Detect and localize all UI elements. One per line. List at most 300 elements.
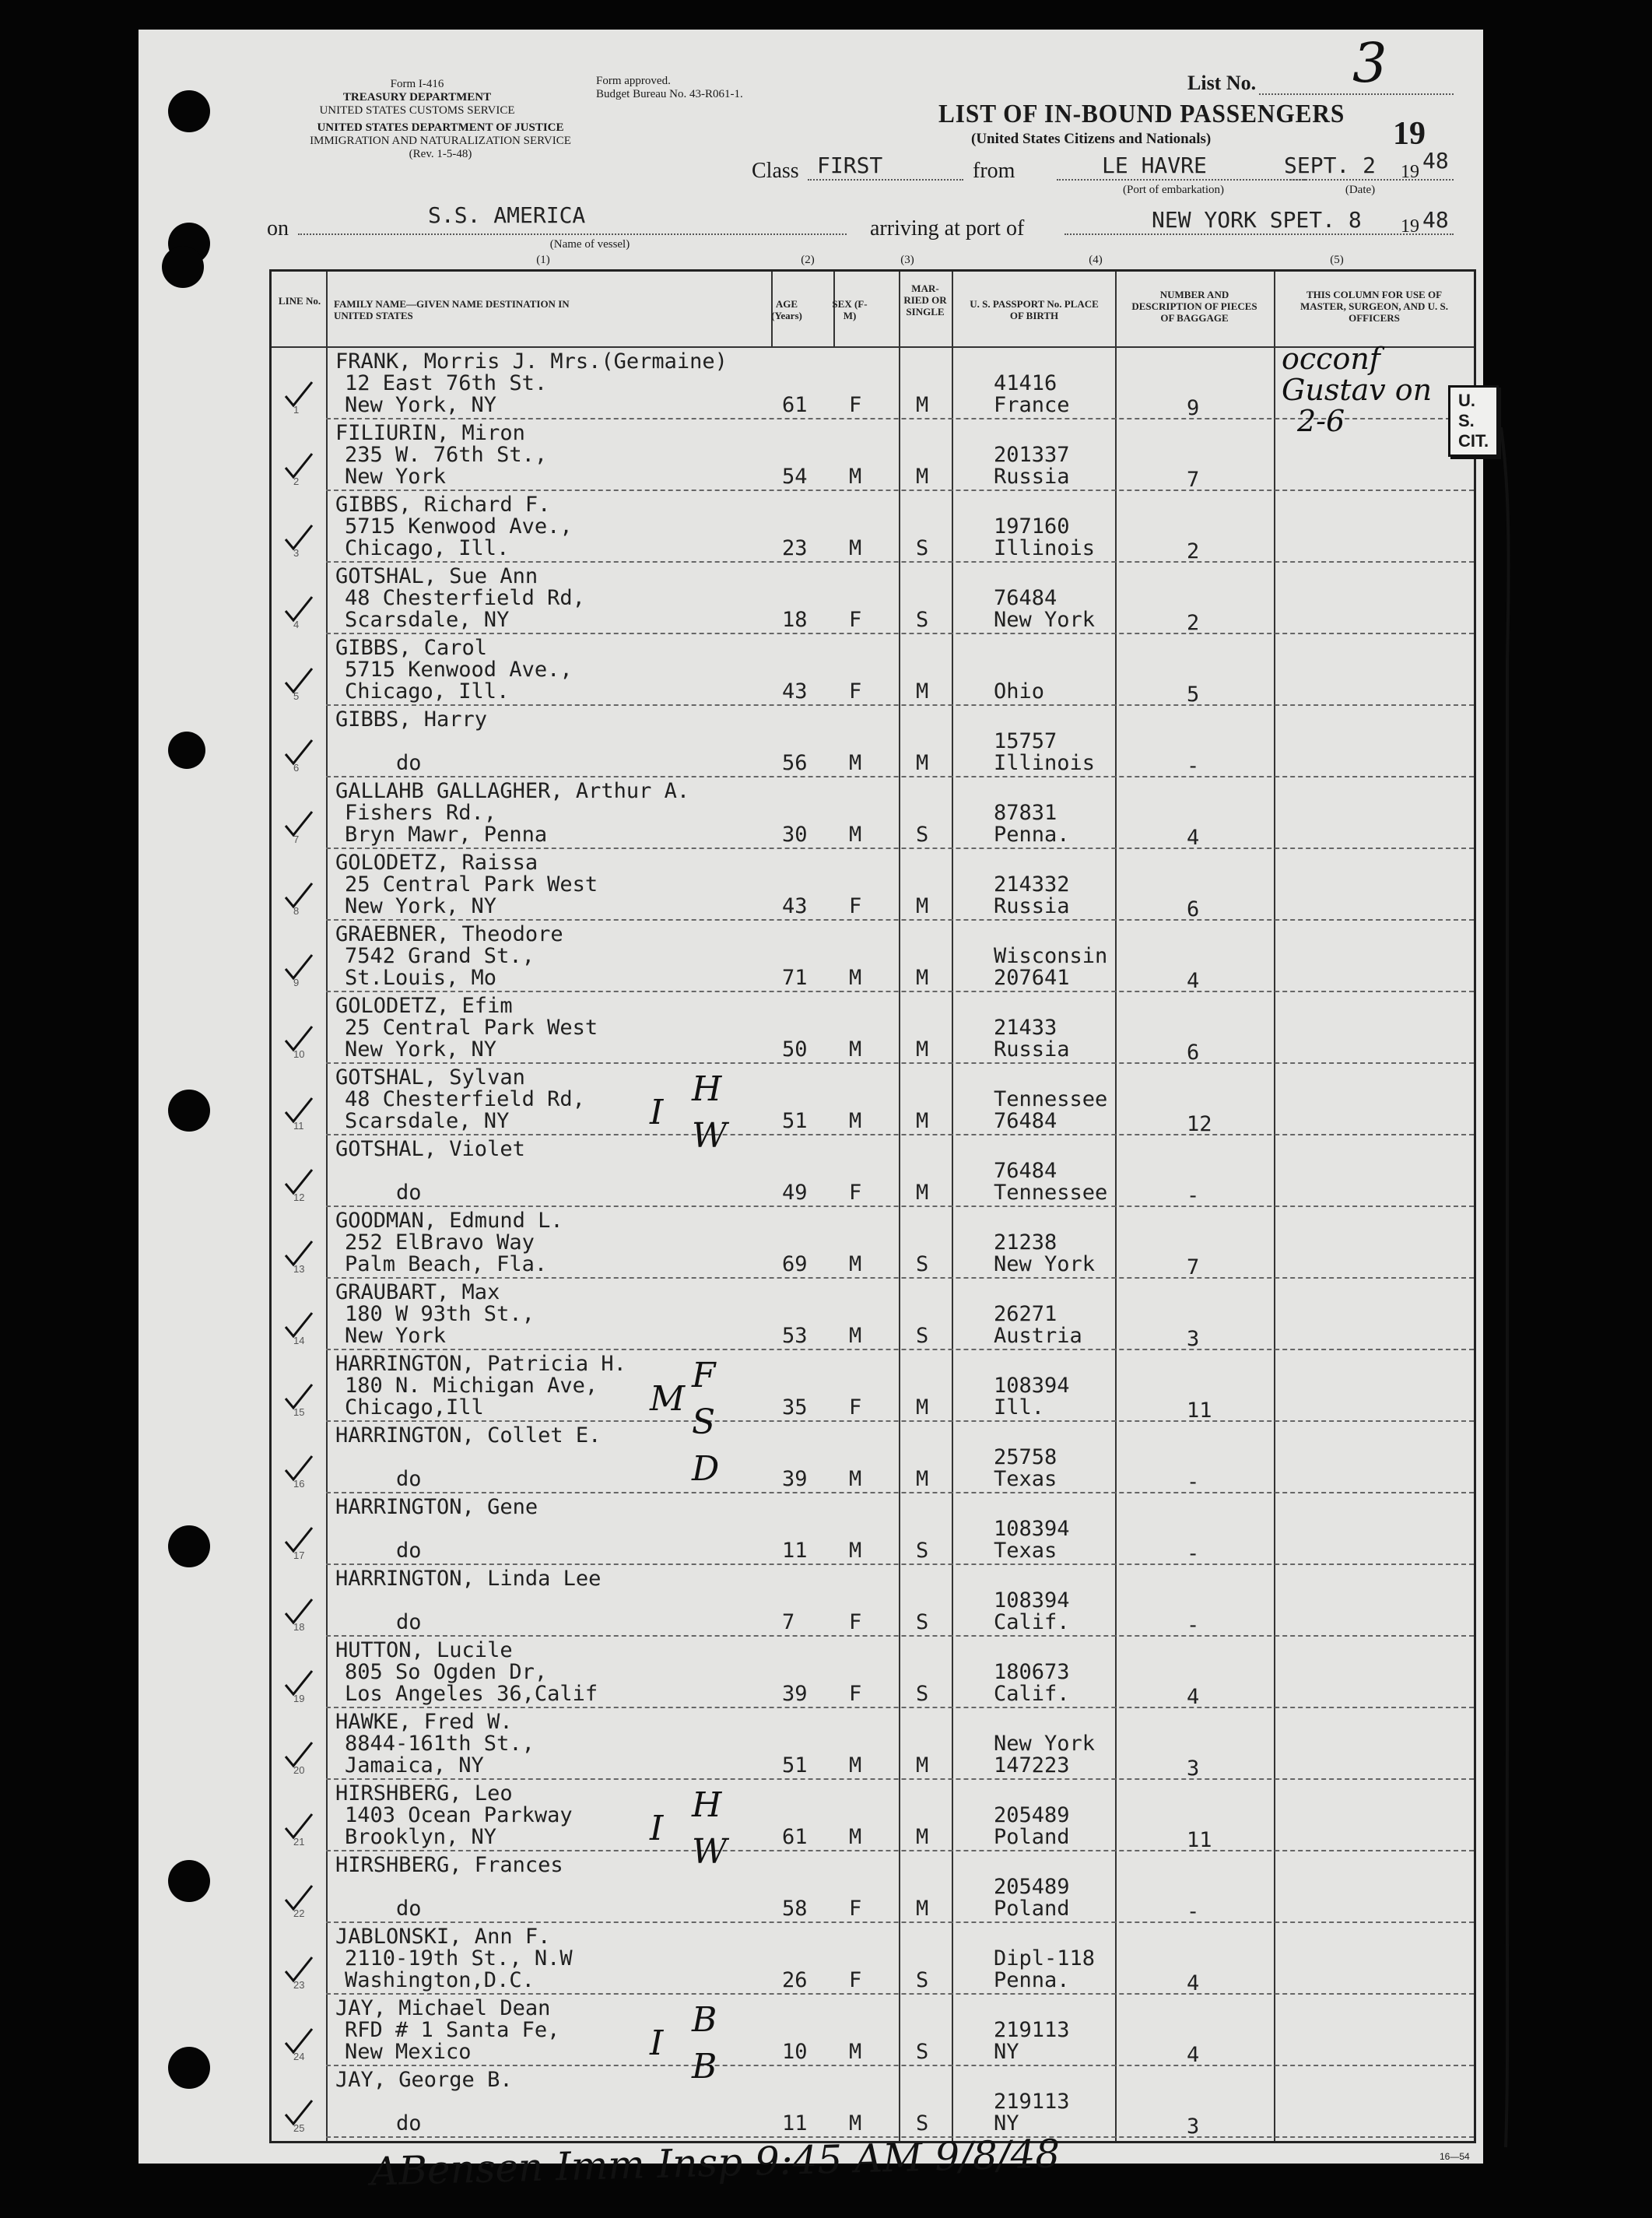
baggage-count: 6 xyxy=(1187,897,1200,921)
destination: Los Angeles 36,Calif xyxy=(345,1682,598,1706)
passenger-name: HUTTON, Lucile xyxy=(335,1638,513,1662)
page-subtitle: (United States Citizens and Nationals) xyxy=(971,131,1212,147)
margin-mark-letter: W xyxy=(692,1116,728,1156)
address-line: 48 Chesterfield Rd, xyxy=(345,1087,585,1111)
place-of-birth: Russia xyxy=(994,894,1070,918)
sex: F xyxy=(849,1181,862,1205)
baggage-count: 4 xyxy=(1187,2043,1200,2067)
margin-mark-letter: F xyxy=(692,1356,716,1395)
line-number: 18 xyxy=(293,1621,305,1633)
place-of-birth: Ill. xyxy=(994,1395,1045,1420)
col-num-1: (1) xyxy=(536,254,550,266)
sex: F xyxy=(849,393,862,417)
destination: Bryn Mawr, Penna xyxy=(345,823,548,847)
binder-hole xyxy=(168,732,205,769)
marital-status: S xyxy=(916,1682,929,1706)
sex: M xyxy=(849,751,862,775)
passenger-name: HARRINGTON, Patricia H. xyxy=(335,1352,626,1376)
address-line: 12 East 76th St. xyxy=(345,371,548,395)
table-row xyxy=(272,1279,1474,1350)
arrival-year-suffix: 48 xyxy=(1422,207,1449,233)
passenger-name: GRAUBART, Max xyxy=(335,1280,500,1304)
passport-no: Wisconsin xyxy=(994,944,1108,968)
sex: F xyxy=(849,679,862,704)
marital-status: M xyxy=(916,1825,929,1849)
date-line xyxy=(1290,179,1454,181)
table-row xyxy=(272,1780,1474,1851)
margin-mark-letter: I xyxy=(650,1093,664,1132)
marital-status: M xyxy=(916,1897,929,1921)
us-cit-stamp-text: U. S. CIT. xyxy=(1458,391,1489,451)
destination: do xyxy=(396,1181,422,1205)
address-line: RFD # 1 Santa Fe, xyxy=(345,2018,560,2042)
marital-status: S xyxy=(916,1610,929,1634)
class-value: FIRST xyxy=(817,153,883,178)
line-number: 13 xyxy=(293,1263,305,1275)
line-number: 21 xyxy=(293,1836,305,1848)
date-year-suffix: 48 xyxy=(1422,148,1449,174)
passenger-name: GOTSHAL, Sylvan xyxy=(335,1065,525,1090)
age: 61 xyxy=(782,393,808,417)
passenger-name: HIRSHBERG, Leo xyxy=(335,1781,513,1806)
age: 7 xyxy=(782,1610,795,1634)
hdr-baggage: NUMBER AND DESCRIPTION OF PIECES OF BAGGAGE xyxy=(1131,289,1257,324)
baggage-count: 4 xyxy=(1187,969,1200,993)
passenger-name: HARRINGTON, Linda Lee xyxy=(335,1567,602,1591)
passport-no: 25758 xyxy=(994,1445,1057,1469)
page-title: LIST OF IN-BOUND PASSENGERS xyxy=(938,100,1345,128)
baggage-count: 6 xyxy=(1187,1041,1200,1065)
table-row xyxy=(272,1350,1474,1422)
sex: M xyxy=(849,823,862,847)
passenger-name: GOTSHAL, Violet xyxy=(335,1137,525,1161)
margin-mark-letter: S xyxy=(692,1402,716,1442)
vessel-caption: (Name of vessel) xyxy=(549,238,630,251)
age: 43 xyxy=(782,679,808,704)
sex: M xyxy=(849,536,862,560)
destination: Palm Beach, Fla. xyxy=(345,1252,548,1276)
baggage-count: 4 xyxy=(1187,826,1200,850)
binder-hole xyxy=(168,1525,210,1567)
from-label: from xyxy=(973,159,1015,183)
place-of-birth: Austria xyxy=(994,1324,1082,1348)
baggage-count: 9 xyxy=(1187,396,1200,420)
passport-no: 108394 xyxy=(994,1374,1070,1398)
destination: Brooklyn, NY xyxy=(345,1825,497,1849)
table-row xyxy=(272,634,1474,706)
passport-no: 15757 xyxy=(994,729,1057,753)
place-of-birth: Calif. xyxy=(994,1610,1070,1634)
class-line xyxy=(808,179,963,181)
place-of-birth: Calif. xyxy=(994,1682,1070,1706)
passport-no: 197160 xyxy=(994,514,1070,539)
address-line: 5715 Kenwood Ave., xyxy=(345,514,573,539)
place-of-birth: 147223 xyxy=(994,1753,1070,1778)
age: 30 xyxy=(782,823,808,847)
col-num-5: (5) xyxy=(1330,254,1344,266)
line-number: 22 xyxy=(293,1907,305,1919)
line-number: 9 xyxy=(293,977,300,988)
marital-status: M xyxy=(916,1109,929,1133)
year-stamp: 19 xyxy=(1393,116,1426,152)
destination: Scarsdale, NY xyxy=(345,608,510,632)
passport-no: 201337 xyxy=(994,443,1070,467)
age: 54 xyxy=(782,465,808,489)
destination: St.Louis, Mo xyxy=(345,966,497,990)
address-line: 180 W 93th St., xyxy=(345,1302,535,1326)
place-of-birth: Penna. xyxy=(994,823,1070,847)
line-number: 12 xyxy=(293,1191,305,1203)
baggage-count: 2 xyxy=(1187,539,1200,563)
table-row xyxy=(272,849,1474,921)
baggage-count: 4 xyxy=(1187,1685,1200,1709)
address-line: 8844-161th St., xyxy=(345,1732,535,1756)
passport-no: 219113 xyxy=(994,2090,1070,2114)
marital-status: S xyxy=(916,2040,929,2064)
passenger-name: HIRSHBERG, Frances xyxy=(335,1853,563,1877)
destination: Scarsdale, NY xyxy=(345,1109,510,1133)
destination: do xyxy=(396,1539,422,1563)
line-number: 25 xyxy=(293,2122,305,2134)
address-line: 252 ElBravo Way xyxy=(345,1230,535,1255)
baggage-count: - xyxy=(1187,754,1200,778)
age: 18 xyxy=(782,608,808,632)
marital-status: M xyxy=(916,1181,929,1205)
sex: F xyxy=(849,1682,862,1706)
marital-status: S xyxy=(916,536,929,560)
line-number: 6 xyxy=(293,762,300,774)
marital-status: M xyxy=(916,894,929,918)
passport-no: New York xyxy=(994,1732,1096,1756)
col-num-2: (2) xyxy=(801,254,815,266)
place-of-birth: Texas xyxy=(994,1539,1057,1563)
passenger-name: GRAEBNER, Theodore xyxy=(335,922,563,946)
arrival-line xyxy=(1065,233,1454,235)
line-number: 16 xyxy=(293,1478,305,1490)
address-line: 48 Chesterfield Rd, xyxy=(345,586,585,610)
vessel-line xyxy=(298,233,847,235)
destination: New York, NY xyxy=(345,894,497,918)
baggage-count: - xyxy=(1187,1184,1200,1208)
baggage-count: 12 xyxy=(1187,1112,1212,1136)
place-of-birth: 76484 xyxy=(994,1109,1057,1133)
margin-mark-letter: I xyxy=(650,1809,664,1848)
sex: F xyxy=(849,1897,862,1921)
baggage-count: - xyxy=(1187,1470,1200,1494)
form-approved: Form approved. Budget Bureau No. 43-R061-1. xyxy=(596,75,743,100)
table-row xyxy=(272,921,1474,992)
marital-status: S xyxy=(916,1324,929,1348)
place-of-birth: Russia xyxy=(994,465,1070,489)
passenger-table xyxy=(269,269,1489,2143)
marital-status: M xyxy=(916,679,929,704)
table-row xyxy=(272,777,1474,849)
address-line: 235 W. 76th St., xyxy=(345,443,548,467)
sex: F xyxy=(849,1610,862,1634)
sex: M xyxy=(849,1539,862,1563)
ditto-line xyxy=(1493,427,1524,2155)
address-line: 25 Central Park West xyxy=(345,872,598,897)
address-line: Fishers Rd., xyxy=(345,801,497,825)
sex: M xyxy=(849,2111,862,2136)
margin-mark-letter: H xyxy=(692,1069,722,1109)
age: 50 xyxy=(782,1037,808,1062)
passport-no: Tennessee xyxy=(994,1087,1108,1111)
binder-hole xyxy=(162,246,204,288)
address-line: 5715 Kenwood Ave., xyxy=(345,658,573,682)
line-number: 7 xyxy=(293,834,300,845)
passport-no: 108394 xyxy=(994,1517,1070,1541)
list-no-line xyxy=(1259,93,1454,95)
place-of-birth: Illinois xyxy=(994,751,1096,775)
passport-no: 41416 xyxy=(994,371,1057,395)
passenger-name: FRANK, Morris J. Mrs.(Germaine) xyxy=(335,349,728,374)
destination: do xyxy=(396,1467,422,1491)
date-year-prefix: 19 xyxy=(1401,162,1419,182)
age: 10 xyxy=(782,2040,808,2064)
line-number: 1 xyxy=(293,404,300,416)
table-row xyxy=(272,2066,1474,2138)
age: 61 xyxy=(782,1825,808,1849)
place-of-birth: New York xyxy=(994,1252,1096,1276)
sex: F xyxy=(849,608,862,632)
place-of-birth: Poland xyxy=(994,1897,1070,1921)
margin-mark-letter: W xyxy=(692,1832,728,1872)
passport-no: 76484 xyxy=(994,1159,1057,1183)
marital-status: S xyxy=(916,1968,929,1992)
place-of-birth: 207641 xyxy=(994,966,1070,990)
agency-info: UNITED STATES DEPARTMENT OF JUSTICE IMMIGRATION AND NATURALIZATION SERVICE (Rev. 1-5-48) xyxy=(310,121,571,160)
baggage-count: 7 xyxy=(1187,468,1200,492)
form-code: 16—54 xyxy=(1440,2151,1470,2162)
passenger-name: JAY, George B. xyxy=(335,2068,513,2092)
table-row xyxy=(272,1923,1474,1995)
marital-status: M xyxy=(916,966,929,990)
baggage-count: 11 xyxy=(1187,1399,1212,1423)
inspector-signature: ABensen Imm Insp 9:45 AM 9/8/48 xyxy=(370,2131,1061,2195)
marital-status: M xyxy=(916,1467,929,1491)
passenger-name: JABLONSKI, Ann F. xyxy=(335,1925,551,1949)
margin-mark-letter: I xyxy=(650,2023,664,2063)
destination: Jamaica, NY xyxy=(345,1753,484,1778)
passport-no: 205489 xyxy=(994,1875,1070,1899)
arrival-value: NEW YORK SPET. 8 xyxy=(1152,207,1362,233)
vessel-value: S.S. AMERICA xyxy=(428,202,586,228)
baggage-count: 2 xyxy=(1187,611,1200,635)
baggage-count: 3 xyxy=(1187,1757,1200,1781)
table-row xyxy=(272,1135,1474,1207)
table-row xyxy=(272,1422,1474,1493)
line-number: 17 xyxy=(293,1549,305,1561)
passport-no: 87831 xyxy=(994,801,1057,825)
binder-hole xyxy=(168,1090,210,1132)
sex: M xyxy=(849,465,862,489)
hdr-passport: U. S. PASSPORT No. PLACE OF BIRTH xyxy=(970,298,1099,321)
age: 53 xyxy=(782,1324,808,1348)
passport-no: 26271 xyxy=(994,1302,1057,1326)
destination: do xyxy=(396,2111,422,2136)
table-row xyxy=(272,1851,1474,1923)
age: 58 xyxy=(782,1897,808,1921)
destination: do xyxy=(396,751,422,775)
passport-no: Dipl-118 xyxy=(994,1946,1096,1971)
passenger-name: GOLODETZ, Raissa xyxy=(335,851,538,875)
passenger-name: GALLAHB GALLAGHER, Arthur A. xyxy=(335,779,690,803)
age: 11 xyxy=(782,2111,808,2136)
officer-note: occonf Gustav on 2-6 xyxy=(1282,342,1433,438)
hdr-officers: THIS COLUMN FOR USE OF MASTER, SURGEON, AND U. S. OFFICERS xyxy=(1300,289,1448,324)
marital-status: S xyxy=(916,1252,929,1276)
marital-status: M xyxy=(916,1395,929,1420)
margin-mark-letter: D xyxy=(692,1449,720,1489)
col-num-3: (3) xyxy=(900,254,914,266)
baggage-count: 3 xyxy=(1187,2114,1200,2139)
baggage-count: 11 xyxy=(1187,1828,1212,1852)
marital-status: S xyxy=(916,823,929,847)
age: 51 xyxy=(782,1753,808,1778)
marital-status: M xyxy=(916,751,929,775)
destination: Chicago,Ill xyxy=(345,1395,484,1420)
class-label: Class xyxy=(752,159,799,183)
line-number: 4 xyxy=(293,619,300,630)
hdr-married: MAR-RIED OR SINGLE xyxy=(903,283,947,318)
date-value: SEPT. 2 xyxy=(1284,153,1377,178)
baggage-count: 4 xyxy=(1187,1971,1200,1995)
destination: Chicago, Ill. xyxy=(345,679,510,704)
sex: M xyxy=(849,1109,862,1133)
table-row xyxy=(272,1708,1474,1780)
place-of-birth: Poland xyxy=(994,1825,1070,1849)
hdr-name: FAMILY NAME—GIVEN NAME DESTINATION IN UNITED STATES xyxy=(334,298,570,321)
on-label: on xyxy=(267,216,289,240)
margin-mark-letter: M xyxy=(650,1379,686,1419)
date-caption: (Date) xyxy=(1345,184,1376,196)
address-line: 25 Central Park West xyxy=(345,1016,598,1040)
passenger-name: HAWKE, Fred W. xyxy=(335,1710,513,1734)
passport-no: 21238 xyxy=(994,1230,1057,1255)
marital-status: S xyxy=(916,2111,929,2136)
line-number: 8 xyxy=(293,905,300,917)
age: 35 xyxy=(782,1395,808,1420)
destination: New York xyxy=(345,1324,447,1348)
binder-hole xyxy=(168,90,210,132)
place-of-birth: Tennessee xyxy=(994,1181,1108,1205)
passenger-name: GIBBS, Richard F. xyxy=(335,493,551,517)
marital-status: S xyxy=(916,1539,929,1563)
sex: M xyxy=(849,1467,862,1491)
destination: New York xyxy=(345,465,447,489)
baggage-count: - xyxy=(1187,1613,1200,1637)
passenger-name: HARRINGTON, Gene xyxy=(335,1495,538,1519)
marital-status: M xyxy=(916,393,929,417)
margin-mark-letter: B xyxy=(692,2047,717,2086)
age: 23 xyxy=(782,536,808,560)
binder-hole xyxy=(168,2047,210,2089)
hdr-line-no: LINE No. xyxy=(278,295,321,307)
place-of-birth: Texas xyxy=(994,1467,1057,1491)
age: 11 xyxy=(782,1539,808,1563)
place-of-birth: NY xyxy=(994,2040,1019,2064)
line-number: 19 xyxy=(293,1693,305,1704)
port-embark-caption: (Port of embarkation) xyxy=(1123,184,1224,196)
line-number: 14 xyxy=(293,1335,305,1346)
age: 39 xyxy=(782,1467,808,1491)
destination: do xyxy=(396,1897,422,1921)
line-number: 15 xyxy=(293,1406,305,1418)
address-line: 2110-19th St., N.W xyxy=(345,1946,573,1971)
age: 69 xyxy=(782,1252,808,1276)
baggage-count: 3 xyxy=(1187,1327,1200,1351)
table-row xyxy=(272,706,1474,777)
age: 51 xyxy=(782,1109,808,1133)
destination: Chicago, Ill. xyxy=(345,536,510,560)
address-line: 180 N. Michigan Ave, xyxy=(345,1374,598,1398)
destination: New York, NY xyxy=(345,393,497,417)
sex: F xyxy=(849,894,862,918)
marital-status: M xyxy=(916,1037,929,1062)
list-no-label: List No. xyxy=(1187,72,1257,94)
hdr-sex: SEX (F-M) xyxy=(832,298,868,321)
sex: M xyxy=(849,1037,862,1062)
age: 39 xyxy=(782,1682,808,1706)
passenger-name: GOLODETZ, Efim xyxy=(335,994,513,1018)
from-line xyxy=(1057,179,1306,181)
passenger-name: GOTSHAL, Sue Ann xyxy=(335,564,538,588)
baggage-count: 7 xyxy=(1187,1255,1200,1279)
sex: M xyxy=(849,2040,862,2064)
arriving-label: arriving at port of xyxy=(870,216,1025,240)
place-of-birth: Illinois xyxy=(994,536,1096,560)
table-row xyxy=(272,1565,1474,1637)
passenger-name: GOODMAN, Edmund L. xyxy=(335,1209,563,1233)
form-info: Form I-416 TREASURY DEPARTMENT UNITED STATES CUSTOMS SERVICE xyxy=(319,78,515,117)
sex: M xyxy=(849,1825,862,1849)
hdr-age: AGE (Years) xyxy=(771,298,802,321)
table-row xyxy=(272,1493,1474,1565)
age: 56 xyxy=(782,751,808,775)
destination: Washington,D.C. xyxy=(345,1968,535,1992)
line-number: 11 xyxy=(293,1120,304,1132)
destination: New York, NY xyxy=(345,1037,497,1062)
passenger-name: HARRINGTON, Collet E. xyxy=(335,1423,602,1448)
line-number: 23 xyxy=(293,1979,305,1991)
table-row xyxy=(272,1995,1474,2066)
passport-no: 180673 xyxy=(994,1660,1070,1684)
line-number: 3 xyxy=(293,547,300,559)
age: 49 xyxy=(782,1181,808,1205)
place-of-birth: France xyxy=(994,393,1070,417)
place-of-birth: Penna. xyxy=(994,1968,1070,1992)
line-number: 24 xyxy=(293,2051,305,2062)
marital-status: M xyxy=(916,1753,929,1778)
baggage-count: - xyxy=(1187,1900,1200,1924)
table-row xyxy=(272,563,1474,634)
passenger-name: FILIURIN, Miron xyxy=(335,421,525,445)
col-num-4: (4) xyxy=(1089,254,1103,266)
passport-no: 205489 xyxy=(994,1803,1070,1827)
table-row xyxy=(272,992,1474,1064)
place-of-birth: Russia xyxy=(994,1037,1070,1062)
baggage-count: - xyxy=(1187,1542,1200,1566)
table-row xyxy=(272,491,1474,563)
passport-no: 219113 xyxy=(994,2018,1070,2042)
address-line: 805 So Ogden Dr, xyxy=(345,1660,548,1684)
marital-status: M xyxy=(916,465,929,489)
place-of-birth: New York xyxy=(994,608,1096,632)
sex: M xyxy=(849,1252,862,1276)
baggage-count: 5 xyxy=(1187,683,1200,707)
age: 26 xyxy=(782,1968,808,1992)
